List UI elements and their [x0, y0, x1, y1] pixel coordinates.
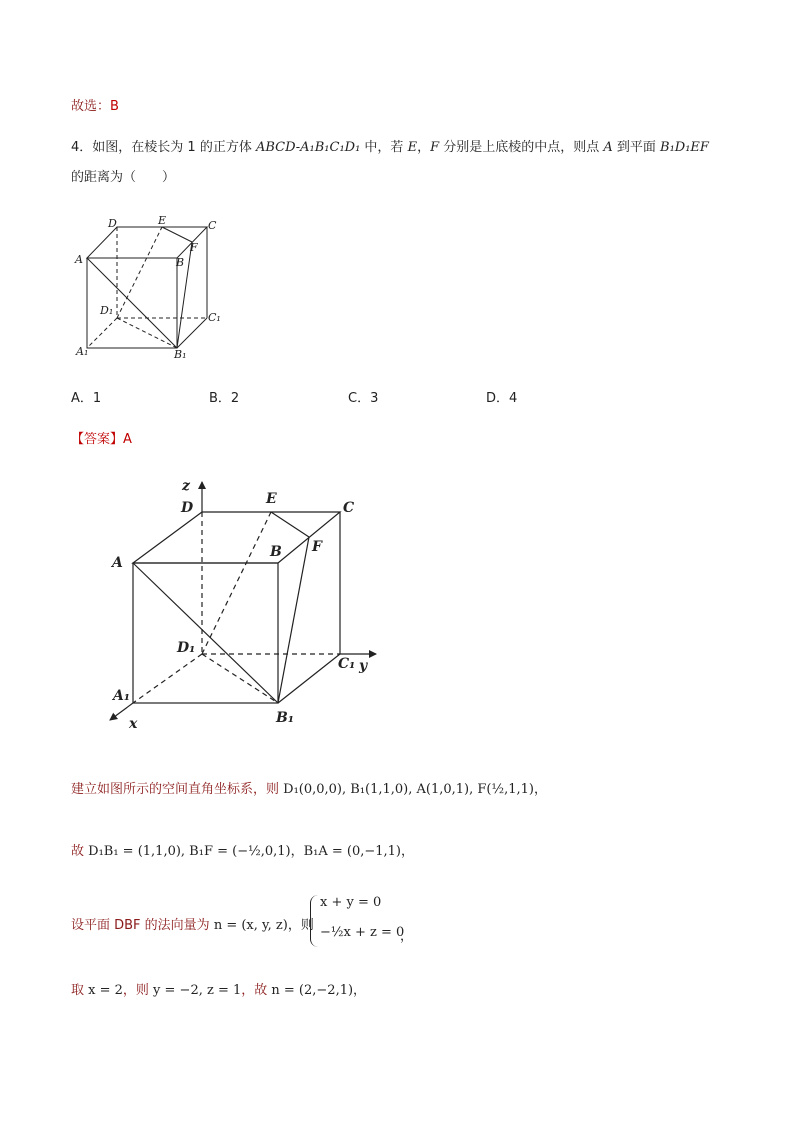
question-line-1 [71, 136, 709, 155]
answer-line [71, 428, 132, 447]
point-a: A [603, 140, 613, 155]
option-d[interactable]: D．4 [486, 391, 518, 406]
question-comma: ， [417, 140, 431, 155]
cube1-hidden-d1a1 [87, 318, 117, 348]
solution-line-1 [71, 778, 547, 797]
cube2-edge-b1c1 [278, 654, 340, 703]
cube2-hidden-d1a1 [133, 654, 202, 703]
cube1-label-f: F [190, 241, 198, 254]
option-b[interactable]: B．2 [209, 391, 240, 406]
solution-text-4a: 取 [71, 983, 89, 998]
cube2-label-z: z [182, 478, 190, 494]
cube1-hidden-d1e [117, 227, 162, 318]
answer-bracket: 【答案】 [71, 432, 124, 447]
cube1-top-face [87, 227, 207, 258]
cube1-hidden-d1b1 [117, 318, 177, 348]
cube2-label-c: C [343, 500, 355, 516]
solution-text-2: 故 [71, 844, 89, 859]
cube2-label-a: A [112, 555, 123, 571]
solution-x-value: x = 2 [88, 983, 123, 998]
cube2-label-d1: D₁ [177, 640, 196, 656]
cube2-label-y: y [359, 658, 368, 674]
cube2-hidden-d1b1 [202, 654, 278, 703]
answer-value: A [123, 432, 132, 447]
cube2-label-x: x [129, 716, 138, 732]
equation-end-comma: ， [400, 929, 414, 944]
solution-vectors: D₁B₁ = (1,1,0), B₁F = (−½,0,1)，B₁A = (0,−1,1)， [88, 844, 414, 859]
solution-normal-vector: n = (x, y, z)，则 [213, 918, 314, 933]
cube2-line-b1f [278, 537, 309, 703]
question-line-2: 的距离为（ ） [71, 170, 176, 185]
solution-text-1: 建立如图所示的空间直角坐标系，则 [71, 782, 284, 797]
cube2-label-a1: A₁ [113, 688, 130, 704]
cube-figure-coordinates [100, 470, 400, 735]
solution-line-3 [71, 914, 314, 933]
question-text-3: 分别是上底棱的中点，则点 [439, 140, 604, 155]
cube1-label-a: A [75, 253, 83, 266]
cube1-label-c: C [208, 219, 217, 232]
cube1-label-b: B [176, 256, 185, 269]
cube1-label-c1: C₁ [208, 311, 221, 324]
cube2-label-e: E [266, 491, 277, 507]
question-number: 4． [71, 140, 93, 155]
cube1-label-b1: B₁ [174, 348, 187, 361]
solution-normal-result: n = (2,−2,1)， [271, 983, 367, 998]
solution-line-2 [71, 840, 414, 859]
equation-2: −½x + z = 0 [320, 925, 405, 940]
solution-text-3: 设平面 DBF 的法向量为 [71, 918, 214, 933]
prev-answer-line [71, 95, 119, 114]
solution-coordinates: D₁(0,0,0), B₁(1,1,0), A(1,0,1), F(½,1,1)， [283, 782, 547, 797]
cube1-label-d: D [108, 217, 117, 230]
cube2-hidden-d1e [202, 512, 271, 654]
cube-figure-small [70, 210, 230, 370]
option-c[interactable]: C．3 [348, 391, 379, 406]
point-e: E [407, 140, 418, 155]
point-f: F [430, 140, 440, 155]
option-a[interactable]: A．1 [71, 391, 102, 406]
solution-yz-values: y = −2, z = 1 [153, 983, 242, 998]
prev-answer-value: B [110, 99, 119, 114]
solution-text-4b: ，则 [122, 983, 154, 998]
cube2-label-f: F [312, 539, 322, 555]
cube-name: ABCD-A₁B₁C₁D₁ [255, 140, 361, 155]
cube2-label-b: B [270, 544, 282, 560]
cube1-label-a1: A₁ [76, 345, 89, 358]
cube2-line-ef [271, 512, 309, 537]
prev-answer-label: 故选： [71, 99, 111, 114]
cube1-edge-b1c1 [177, 318, 207, 348]
solution-line-4 [71, 979, 366, 998]
cube1-label-e: E [158, 214, 167, 227]
plane-name: B₁D₁EF [660, 140, 709, 155]
cube2-label-d: D [181, 500, 194, 516]
cube2-line-ab1 [133, 563, 278, 703]
question-text-2: 中，若 [360, 140, 408, 155]
cube2-label-b1: B₁ [276, 710, 294, 726]
equation-1: x + y = 0 [320, 895, 382, 910]
question-text-1: 如图，在棱长为 1 的正方体 [92, 140, 256, 155]
cube1-line-ef [162, 227, 192, 242]
cube1-label-d1: D₁ [100, 304, 114, 317]
cube2-label-c1: C₁ [338, 656, 356, 672]
question-text-4: 到平面 [612, 140, 661, 155]
solution-text-4c: ，故 [241, 983, 272, 998]
